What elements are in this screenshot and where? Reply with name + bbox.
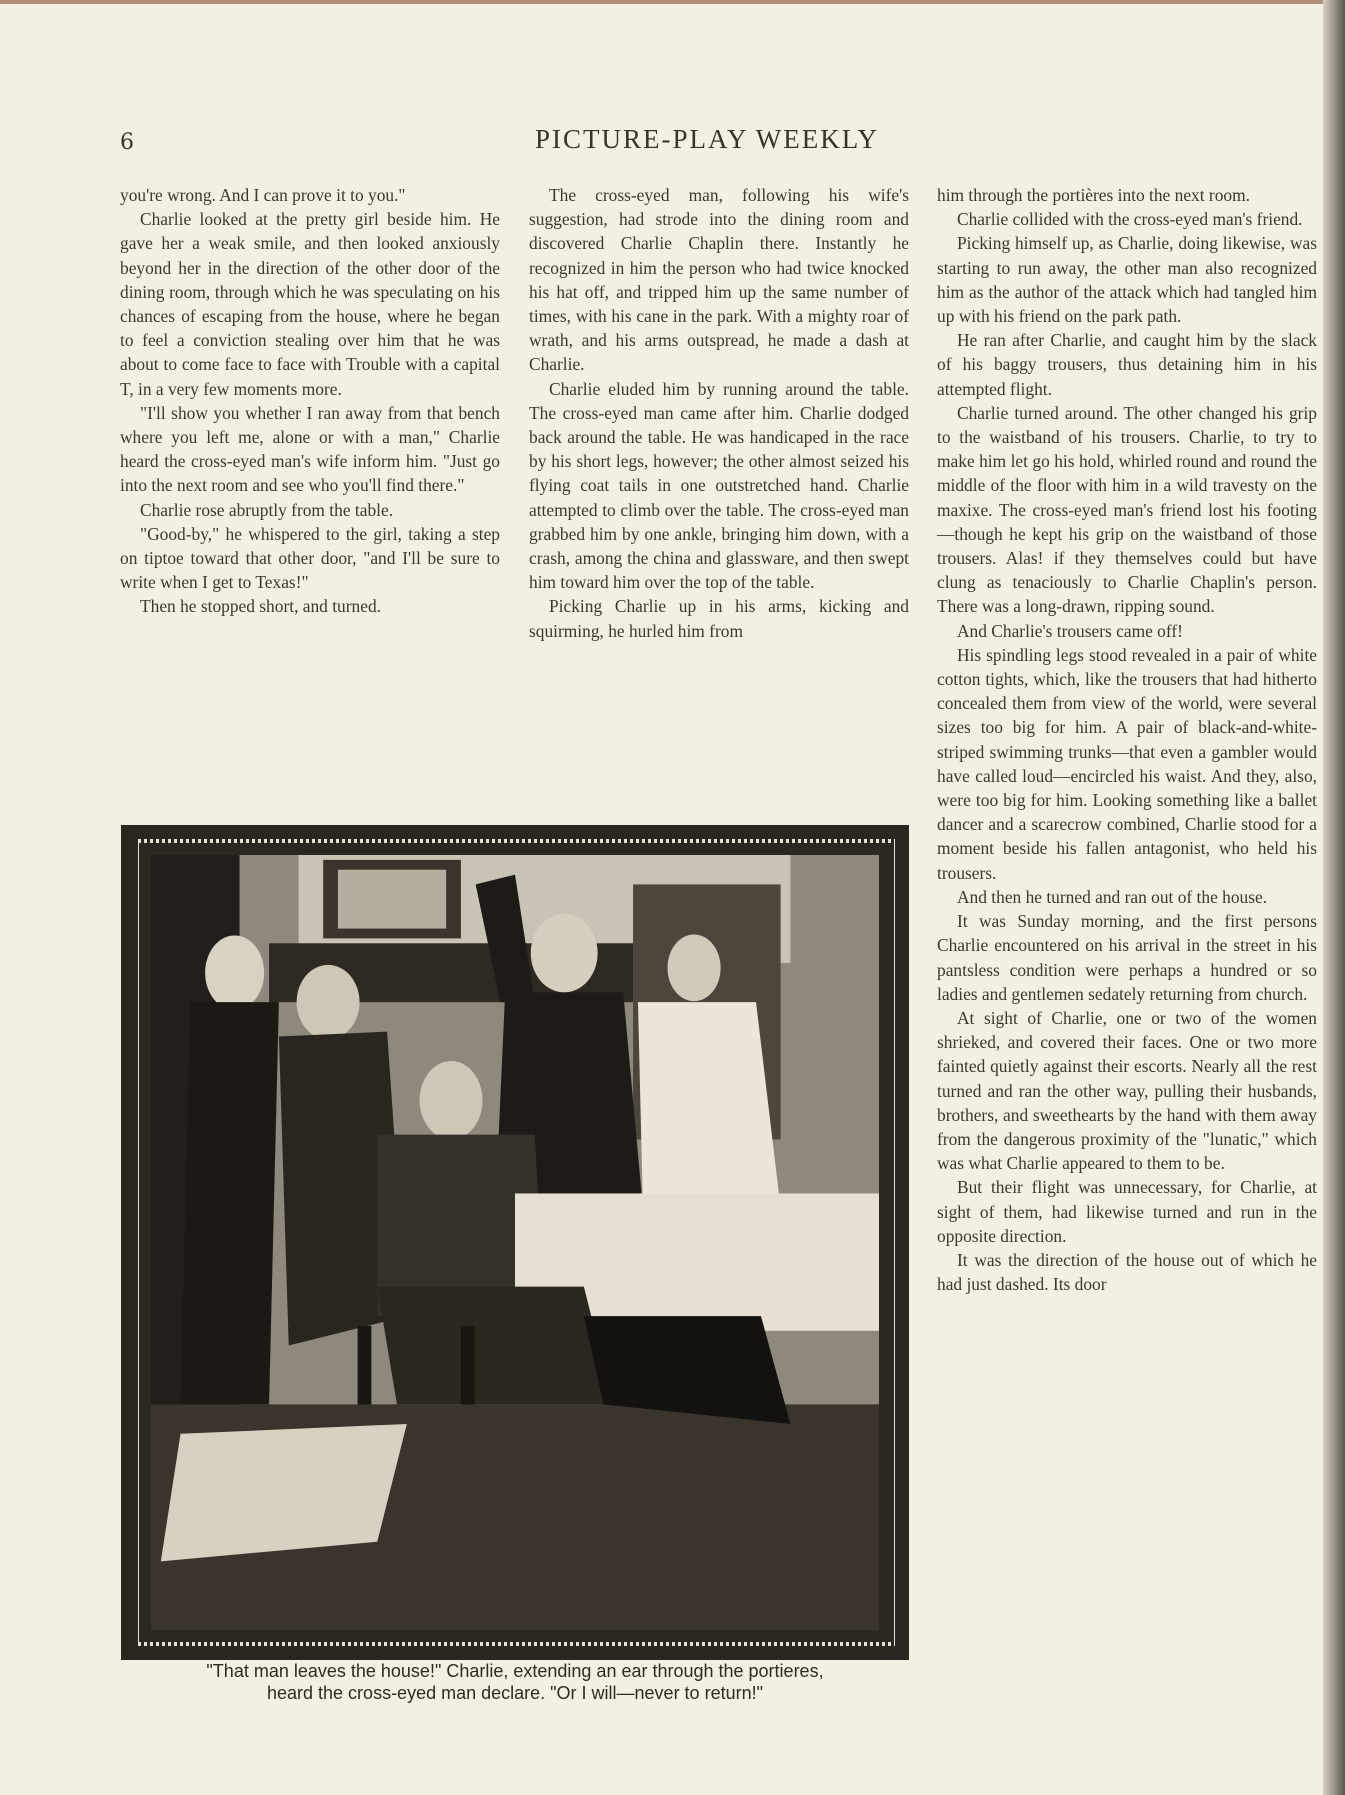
page-top-edge	[0, 0, 1345, 4]
caption-line-1: "That man leaves the house!" Charlie, extending an ear through the portieres,	[206, 1661, 824, 1681]
paragraph: Then he stopped short, and turned.	[140, 596, 381, 617]
paragraph: It was Sunday morning, and the first persons Charlie encountered on his arrival in the street in his pantsless condition were perhaps a hundred or so ladies and gentlemen sedately returning from church.	[937, 911, 1317, 1004]
paragraph: Charlie turned around. The other changed his grip to the waistband of his trousers. Charlie, to try to make him let go his hold, whirled round and round the middle of the floor with him in a wild travesty on the maxixe. The cross-eyed man's friend lost his footing—though he kept his grip on the waistband of those trousers. Alas! if they themselves could but have clung as tenaciously to Charlie Chaplin's person. There was a long-drawn, ripping sound.	[937, 402, 1317, 617]
paragraph: Picking Charlie up in his arms, kicking and squirming, he hurled him from	[529, 596, 909, 641]
film-still-photo	[151, 855, 879, 1630]
paragraph: Picking himself up, as Charlie, doing likewise, was starting to run away, the other man also recognized him as the author of the attack which had tangled him up with his friend on the park path.	[937, 233, 1317, 327]
paragraph: "I'll show you whether I ran away from that bench where you left me, alone or with a man," Charlie heard the cross-eyed man's wife inform him. "Just go into the next room and see who you'll find there."	[120, 402, 500, 496]
paragraph: him through the portières into the next room.	[937, 185, 1250, 205]
paragraph: He ran after Charlie, and caught him by the slack of his baggy trousers, thus detaining him in his attempted flight.	[937, 330, 1317, 399]
magazine-title: PICTURE-PLAY WEEKLY	[535, 124, 880, 154]
paragraph: Charlie eluded him by running around the table. The cross-eyed man came after him. Charlie dodged back around the table. He was handicaped in the race by his short legs, however; the other almost seized his flying coat tails in one outstretched hand. Charlie attempted to climb over the table. The cross-eyed man grabbed him by one ankle, bringing him down, with a crash, among the china and glassware, and then swept him toward him over the top of the table.	[529, 378, 909, 593]
photo-caption	[121, 1660, 909, 1704]
film-still-photo-frame	[121, 825, 909, 1660]
paragraph: It was the direction of the house out of which he had just dashed. Its door	[937, 1249, 1317, 1295]
paragraph: Charlie looked at the pretty girl beside him. He gave her a weak smile, and then looked anxiously beyond her in the direction of the other door of the dining room, through which he was speculating on his chances of escaping from the house, where he began to feel a conviction stealing over him that he was about to come face to face with Trouble with a capital T, in a very few moments more.	[120, 209, 500, 399]
paragraph: And Charlie's trousers came off!	[957, 620, 1183, 641]
paragraph: The cross-eyed man, following his wife's suggestion, had strode into the dining room and discovered Charlie Chaplin there. Instantly he recognized in him the person who had twice knocked his hat off, and tripped him up the same number of times, with his cane in the park. With a mighty roar of wrath, and his arms outspread, he made a dash at Charlie.	[529, 185, 909, 375]
page-binding-edge	[1323, 0, 1345, 1795]
photo-illustration	[151, 855, 879, 1630]
paragraph: you're wrong. And I can prove it to you."	[120, 185, 406, 205]
photo-border	[139, 843, 891, 1642]
caption-line-2: heard the cross-eyed man declare. "Or I will—never to return!"	[267, 1683, 763, 1703]
paragraph: And then he turned and ran out of the house.	[957, 886, 1268, 907]
page-number: 6	[120, 130, 135, 155]
page-header	[120, 124, 1320, 158]
text-column-3	[937, 183, 1317, 1296]
paragraph: At sight of Charlie, one or two of the women shrieked, and covered their faces. One or two more fainted quietly against their escorts. Nearly all the rest turned and ran the other way, pulling their husbands, brothers, and sweethearts by the hand with them away from the dangerous proximity of the "lunatic," which was what Charlie appeared to them to be.	[937, 1007, 1317, 1174]
paragraph: But their flight was unnecessary, for Charlie, at sight of them, had likewise turned and run in the opposite direction.	[937, 1177, 1317, 1246]
paragraph: Charlie rose abruptly from the table.	[140, 499, 394, 520]
text-column-1	[120, 183, 500, 619]
paragraph: His spindling legs stood revealed in a pair of white cotton tights, which, like the trousers that had hitherto concealed them from view of the world, were several sizes too big for him. A pair of black-and-white-striped swimming trunks—that even a gambler would have called loud—encircled his waist. And they, also, were too big for him. Looking something like a ballet dancer and a scarecrow combined, Charlie stood for a moment beside his fallen antagonist, who held his trousers.	[937, 644, 1317, 883]
text-column-2	[529, 183, 909, 643]
paragraph: Charlie collided with the cross-eyed man's friend.	[957, 209, 1303, 230]
paragraph: "Good-by," he whispered to the girl, taking a step on tiptoe toward that other door, "and I'll be sure to write when I get to Texas!"	[120, 523, 500, 593]
